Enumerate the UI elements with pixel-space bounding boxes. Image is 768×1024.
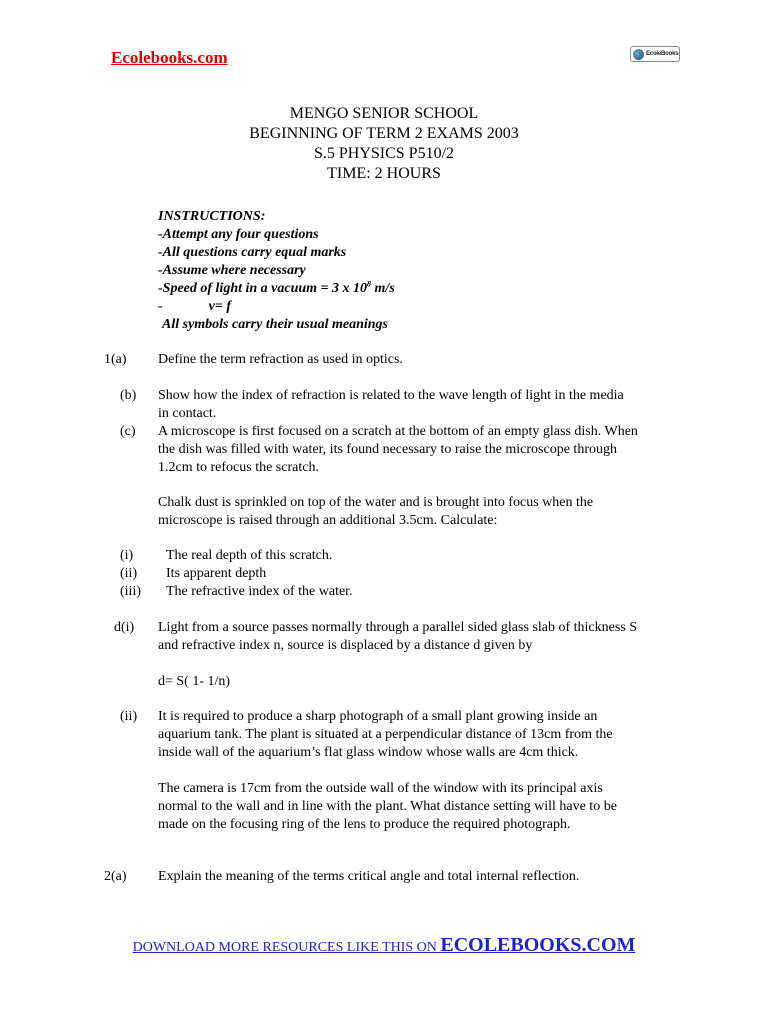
question-text: Define the term refraction as used in optics. [158, 352, 403, 367]
sub-question-number: (i) [120, 548, 134, 563]
footer-prefix: DOWNLOAD MORE RESOURCES LIKE THIS ON [132, 940, 441, 955]
instruction-line: All symbols carry their usual meanings [162, 317, 388, 332]
question-number: 1(a) [104, 352, 127, 367]
instruction-line: -Attempt any four questions [158, 227, 319, 242]
question-text: Explain the meaning of the terms critical angle and total internal reflection. [158, 869, 580, 884]
sub-question-text: The refractive index of the water. [166, 584, 353, 599]
question-text: The camera is 17cm from the outside wall of the window with its principal axis normal to the wall and in line with the plant. What distance setting will have to be made on the focusing ring of the lens to produce the required photograph. [158, 781, 617, 832]
question-text: Light from a source passes normally through a parallel sided glass slab of thickness S and refractive index n, source is displaced by a distance d given by [158, 620, 638, 653]
formula: d= S( 1- 1/n) [158, 674, 231, 689]
question-number: (c) [120, 424, 136, 439]
logo-text: EcoleBooks [646, 51, 679, 57]
instruction-line: -Assume where necessary [158, 263, 306, 278]
instruction-line: -All questions carry equal marks [158, 245, 347, 260]
question-number: d(i) [114, 620, 135, 635]
sub-question-number: (iii) [120, 584, 141, 599]
site-link[interactable]: Ecolebooks.com [111, 48, 228, 67]
instruction-line [158, 298, 395, 316]
speed-of-light-text: -Speed of light in a vacuum = 3 x 10 [158, 281, 368, 296]
exam-time: TIME: 2 HOURS [327, 165, 441, 182]
exam-header [0, 104, 768, 184]
unit-text: m/s [371, 281, 395, 296]
question-number: (b) [120, 388, 137, 403]
exponent: 8 [367, 279, 372, 289]
ecolebooks-logo [630, 46, 680, 62]
instructions-title: INSTRUCTIONS: [158, 209, 266, 224]
exam-title: BEGINNING OF TERM 2 EXAMS 2003 [249, 125, 519, 142]
question-text: Show how the index of refraction is related to the wave length of light in the media in contact. [158, 388, 624, 421]
instructions [158, 208, 395, 334]
sub-question-number: (ii) [120, 566, 138, 581]
dash: - [158, 299, 163, 314]
download-link[interactable] [0, 936, 768, 957]
question-number: 2(a) [104, 869, 127, 884]
footer-brand: ECOLEBOOKS.COM [440, 934, 636, 956]
sub-question-text: Its apparent depth [166, 566, 267, 581]
question-text: It is required to produce a sharp photograph of a small plant growing inside an aquarium tank. The plant is situated at a perpendicular distance of 13cm from the inside wall of the aquarium’s flat glass window whose walls are 4cm thick. [158, 709, 613, 760]
question-text: Chalk dust is sprinkled on top of the water and is brought into focus when the microscope is raised through an additional 3.5cm. Calculate: [158, 495, 594, 528]
instruction-line [158, 280, 395, 298]
school-name: MENGO SENIOR SCHOOL [289, 105, 479, 122]
sub-question-text: The real depth of this scratch. [166, 548, 333, 563]
globe-icon [633, 49, 644, 60]
wave-equation: v= f [208, 299, 232, 314]
question-number: (ii) [120, 709, 138, 724]
paper-code: S.5 PHYSICS P510/2 [313, 145, 455, 162]
question-text: A microscope is first focused on a scratch at the bottom of an empty glass dish. When the dish was filled with water, its found necessary to raise the microscope through 1.2cm to refocus the scratch. [158, 424, 638, 475]
